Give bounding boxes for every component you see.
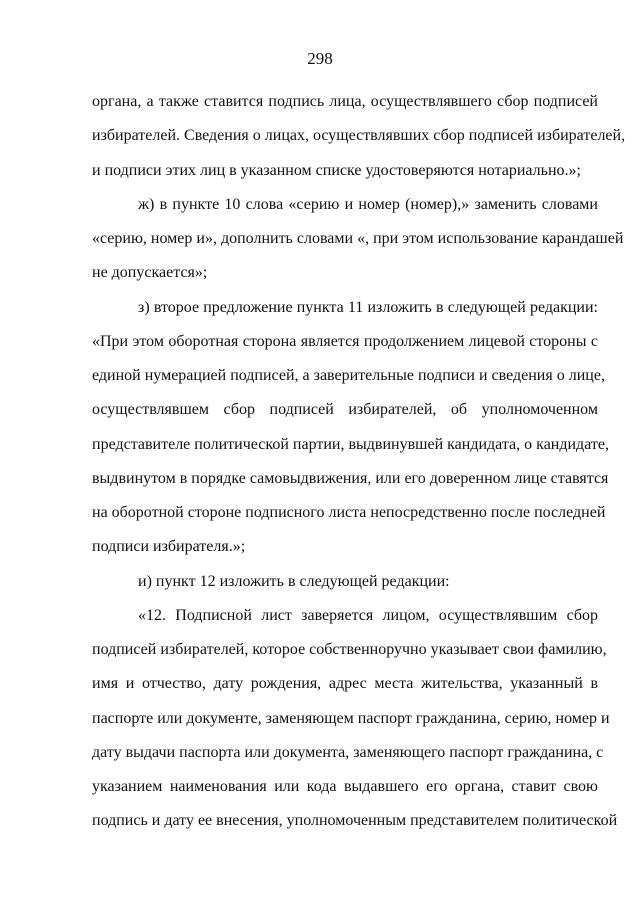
text-line: представителе политической партии, выдвинувшей кандидата, о кандидате, <box>92 435 609 453</box>
text-line: дату выдачи паспорта или документа, заменяющего паспорт гражданина, с <box>92 743 604 761</box>
text-line: «серию, номер и», дополнить словами «, при этом использование карандашей <box>92 230 624 247</box>
text-line: «При этом оборотная сторона является продолжением лицевой стороны с <box>92 332 598 350</box>
text-line: единой нумерацией подписей, а заверительные подписи и сведения о лице, <box>92 367 605 384</box>
text-line: паспорте или документе, заменяющем паспорт гражданина, серию, номер и <box>92 709 610 727</box>
text-line: указанием наименования или кода выдавшего его органа, ставит свою <box>92 778 598 795</box>
text-line: «12. Подписной лист заверяется лицом, осуществлявшим сбор <box>138 606 598 624</box>
text-line: з) второе предложение пункта 11 изложить в следующей редакции: <box>138 298 598 316</box>
text-line: осуществлявшем сбор подписей избирателей, об уполномоченном <box>92 401 598 419</box>
text-line: подписи избирателя.»; <box>92 538 246 556</box>
text-line: подпись и дату ее внесения, уполномоченным представителем политической <box>92 812 618 830</box>
text-line: имя и отчество, дату рождения, адрес места жительства, указанный в <box>92 675 598 693</box>
text-line: и) пункт 12 изложить в следующей редакции: <box>138 572 450 590</box>
text-line: подписей избирателей, которое собственноручно указывает свои фамилию, <box>92 641 607 658</box>
text-line: ж) в пункте 10 слова «серию и номер (номер),» заменить словами <box>138 195 598 213</box>
text-line: на оборотной стороне подписного листа непосредственно после последней <box>92 504 606 521</box>
text-line: не допускается»; <box>92 264 208 282</box>
page-number: 298 <box>307 49 333 68</box>
body-text <box>92 92 626 846</box>
text-line: избирателей. Сведения о лицах, осуществлявших сбор подписей избирателей, <box>92 127 626 145</box>
text-line: и подписи этих лиц в указанном списке удостоверяются нотариально.»; <box>92 161 581 179</box>
text-line: органа, а также ставится подпись лица, осуществлявшего сбор подписей <box>92 93 598 110</box>
text-line: выдвинутом в порядке самовыдвижения, или его доверенном лице ставятся <box>92 469 609 487</box>
